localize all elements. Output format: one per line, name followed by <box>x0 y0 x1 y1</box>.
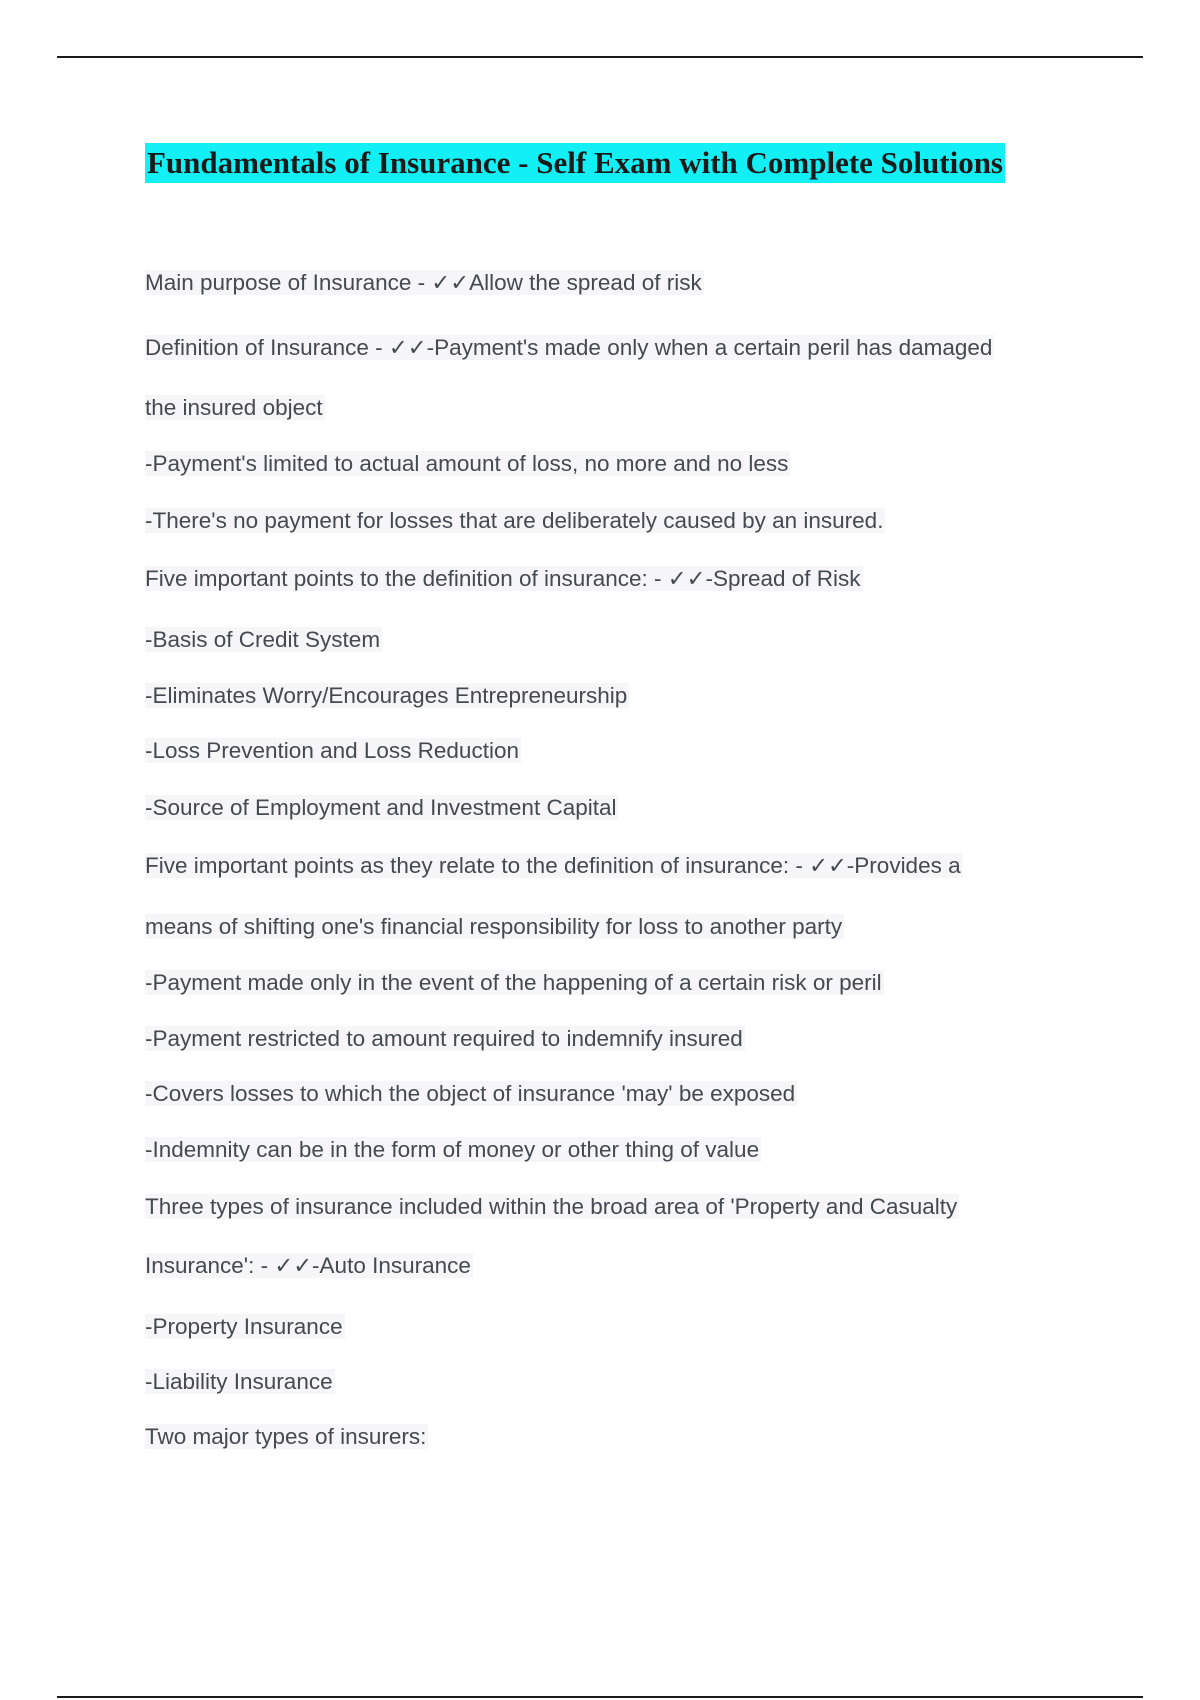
text-line <box>145 1367 335 1397</box>
text-line <box>145 1024 745 1054</box>
title-block <box>145 143 1005 183</box>
text-line <box>145 736 521 766</box>
text-line-content: -Basis of Credit System <box>145 627 381 652</box>
text-line-content: means of shifting one's financial responsibility for loss to another party <box>145 914 843 939</box>
text-line-content: the insured object <box>145 395 323 420</box>
text-line-content: Definition of Insurance - ✓✓-Payment's made only when a certain peril has damaged <box>145 335 993 360</box>
text-line <box>145 1135 761 1165</box>
text-line <box>145 1251 473 1281</box>
text-line-content: -There's no payment for losses that are deliberately caused by an insured. <box>145 508 884 533</box>
text-line-content: Three types of insurance included within the broad area of 'Property and Casualty <box>145 1194 958 1219</box>
text-line <box>145 393 325 423</box>
document-title: Fundamentals of Insurance - Self Exam with Complete Solutions <box>145 143 1005 183</box>
text-line <box>145 333 994 363</box>
text-line-content: -Payment made only in the event of the happening of a certain risk or peril <box>145 970 882 995</box>
text-line <box>145 1192 959 1222</box>
text-line-content: -Eliminates Worry/Encourages Entrepreneurship <box>145 683 628 708</box>
text-line-content: Insurance': - ✓✓-Auto Insurance <box>145 1253 471 1278</box>
text-line-content: -Source of Employment and Investment Capital <box>145 795 617 820</box>
text-line <box>145 449 790 479</box>
text-line-content: -Covers losses to which the object of insurance 'may' be exposed <box>145 1081 796 1106</box>
text-line-content: Five important points to the definition of insurance: - ✓✓-Spread of Risk <box>145 566 861 591</box>
text-line <box>145 793 618 823</box>
text-line <box>145 564 863 594</box>
text-line <box>145 1079 797 1109</box>
text-line <box>145 851 963 881</box>
header-rule <box>57 56 1143 58</box>
text-line <box>145 968 884 998</box>
footer-rule <box>57 1696 1143 1698</box>
text-line-content: -Liability Insurance <box>145 1369 333 1394</box>
text-line-content: Main purpose of Insurance - ✓✓Allow the spread of risk <box>145 270 702 295</box>
text-line-content: -Payment restricted to amount required to indemnify insured <box>145 1026 743 1051</box>
text-line <box>145 1422 428 1452</box>
text-line <box>145 506 885 536</box>
text-line-content: -Indemnity can be in the form of money or other thing of value <box>145 1137 760 1162</box>
text-line-content: -Payment's limited to actual amount of loss, no more and no less <box>145 451 789 476</box>
text-line <box>145 1312 345 1342</box>
text-line <box>145 912 844 942</box>
text-line <box>145 268 704 298</box>
text-line <box>145 681 629 711</box>
text-line-content: Five important points as they relate to the definition of insurance: - ✓✓-Provides a <box>145 853 961 878</box>
text-line-content: Two major types of insurers: <box>145 1424 427 1449</box>
text-line-content: -Loss Prevention and Loss Reduction <box>145 738 519 763</box>
text-line-content: -Property Insurance <box>145 1314 343 1339</box>
text-line <box>145 625 382 655</box>
